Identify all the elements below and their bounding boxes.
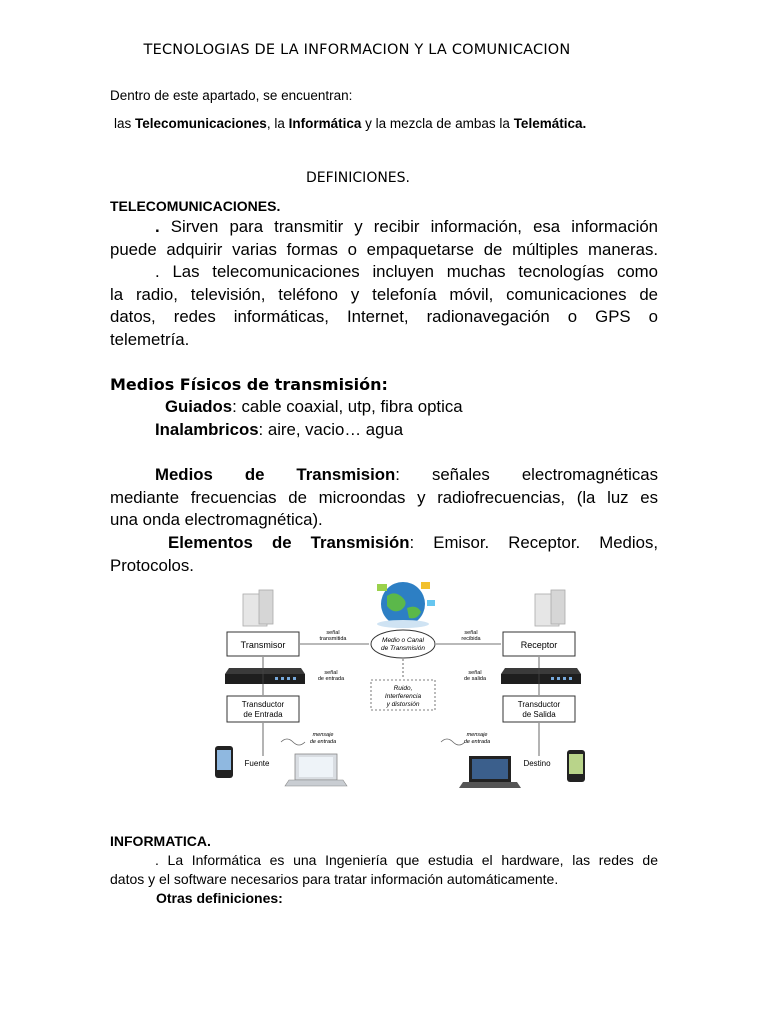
ruido-label: Interferencia	[384, 693, 422, 700]
msg-in-label: de entrada	[309, 739, 337, 745]
senal-in-label: de entrada	[317, 676, 345, 682]
senal-out-label: de salida	[463, 676, 487, 682]
intro-line-2	[114, 116, 586, 131]
intro-text: , la	[266, 116, 289, 131]
telecom-p1-line: puede adquirir varias formas o empaquetarse de múltiples maneras.	[110, 239, 658, 259]
ruido-label: y distorsión	[386, 701, 420, 708]
transmisor-label: Transmisor	[240, 640, 286, 650]
telecom-p2-line: telemetría.	[110, 329, 190, 349]
right-switch-icon	[501, 668, 581, 684]
senal-tx-label: transmitida	[319, 636, 347, 642]
intro-line-1: Dentro de este apartado, se encuentran:	[110, 88, 353, 103]
informatica-line: . La Informática es una Ingeniería que estudia el hardware, las redes de	[155, 852, 658, 868]
document-title: TECNOLOGIAS DE LA INFORMACION Y LA COMUNICACION	[143, 42, 571, 58]
receptor-label: Receptor	[520, 640, 558, 650]
medios-transmision-text: : señales electromagnéticas	[395, 465, 658, 484]
elementos-line	[110, 532, 658, 555]
otras-definiciones: Otras definiciones:	[156, 890, 283, 906]
inalambricos-label: Inalambricos	[155, 420, 259, 439]
elementos-paragraph	[110, 532, 658, 577]
medios-transmision-line	[110, 464, 658, 487]
bullet-dot: .	[155, 217, 160, 236]
fuente-label: Fuente	[244, 759, 270, 768]
senal-rx-label: recibida	[461, 636, 481, 642]
medios-transmision-line: una onda electromagnética).	[110, 510, 323, 530]
informatica-heading: INFORMATICA.	[110, 833, 211, 849]
telecom-p2-line: datos, redes informáticas, Internet, radionavegación o GPS o	[110, 307, 658, 327]
guiados-text: : cable coaxial, utp, fibra optica	[232, 397, 463, 416]
intro-informatica: Informática	[288, 116, 362, 131]
destino-phone-icon	[567, 750, 585, 782]
medios-transmision-line: mediante frecuencias de microondas y radiofrecuencias, (la luz es	[110, 487, 658, 507]
td-entrada-label: de Entrada	[243, 710, 283, 719]
elementos-line: Protocolos.	[110, 555, 194, 575]
receiver-computer-icon	[535, 590, 565, 626]
msg-out-label: mensaje	[466, 732, 488, 738]
telecom-paragraphs	[110, 216, 658, 352]
senal-in-label: señal	[324, 670, 338, 676]
medios-transmision-paragraph	[110, 464, 658, 532]
telecom-p1-text: Sirven para transmitir y recibir información, esa información	[159, 217, 658, 236]
informatica-paragraph	[110, 851, 658, 889]
medio-label-1: Medio o Canal	[382, 637, 424, 644]
fuente-phone-icon	[215, 746, 233, 778]
elementos-label: Elementos de Transmisión	[168, 533, 410, 552]
intro-text: y la mezcla de ambas la	[361, 116, 514, 131]
senal-out-label: señal	[468, 670, 482, 676]
td-salida-label: Transductor	[517, 700, 561, 709]
td-entrada-label: Transductor	[241, 700, 285, 709]
msg-out-label: de entrada	[463, 739, 491, 745]
intro-telematica: Telemática.	[513, 116, 587, 131]
intro-telecom: Telecomunicaciones	[135, 116, 267, 131]
informatica-line: datos y el software necesarios para tratar información automáticamente.	[110, 871, 559, 887]
left-switch-icon	[225, 668, 305, 684]
telecom-p1-line	[110, 216, 658, 239]
medios-transmision-label: Medios de Transmision	[155, 465, 396, 484]
transmitter-computer-icon	[243, 590, 273, 626]
intro-text: las	[114, 116, 136, 131]
td-salida-label: de Salida	[522, 710, 556, 719]
senal-rx-label: señal	[464, 630, 478, 636]
medio-label-2: de Transmisión	[381, 645, 425, 652]
guiados-line	[165, 397, 463, 417]
inalambricos-line	[155, 420, 403, 440]
transmission-diagram	[205, 578, 605, 798]
telecom-p2-line: . Las telecomunicaciones incluyen muchas tecnologías como	[155, 262, 658, 282]
inalambricos-text: : aire, vacio… agua	[258, 420, 404, 439]
elementos-text: : Emisor. Receptor. Medios,	[409, 533, 658, 552]
destino-label: Destino	[523, 759, 551, 768]
medios-heading: Medios Físicos de transmisión:	[110, 375, 388, 394]
telecom-heading: TELECOMUNICACIONES.	[110, 198, 281, 214]
senal-tx-label: señal	[326, 630, 340, 636]
definitions-heading: DEFINICIONES.	[306, 170, 410, 186]
guiados-label: Guiados	[165, 397, 233, 416]
ruido-label: Ruido,	[393, 685, 413, 692]
medio-canal-ellipse	[371, 630, 435, 658]
msg-in-label: mensaje	[312, 732, 334, 738]
telecom-p2-line: la radio, televisión, teléfono y telefonía móvil, comunicaciones de	[110, 284, 658, 304]
